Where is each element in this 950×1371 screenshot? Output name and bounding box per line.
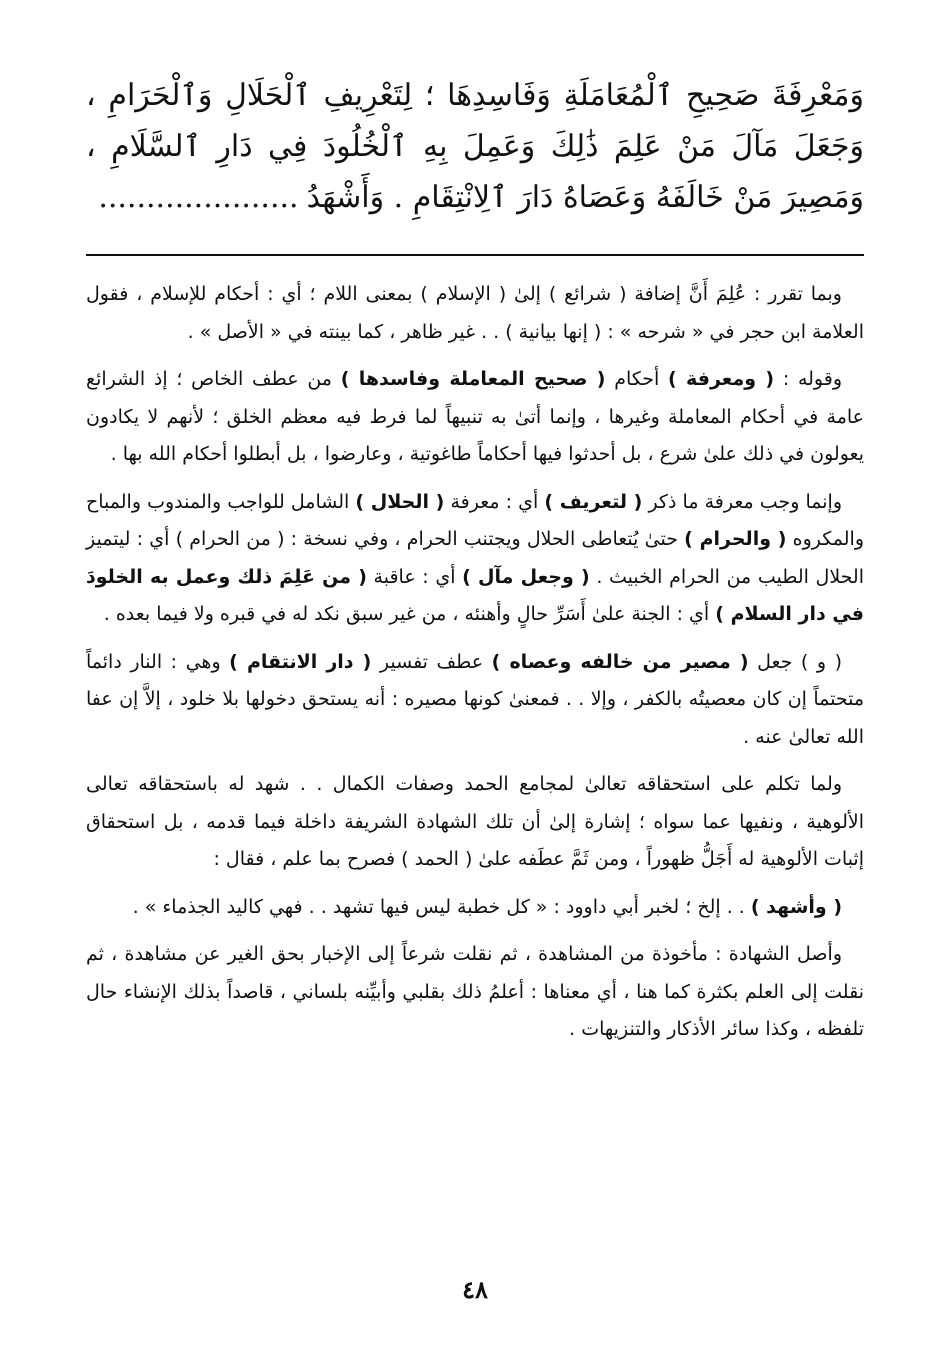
- matn-text: [86, 70, 864, 223]
- matn-block: [86, 70, 864, 223]
- separator-line: [86, 254, 864, 256]
- page-number: ٤٨: [462, 1275, 488, 1304]
- quoted-term: ( والحرام ): [684, 528, 787, 550]
- commentary-paragraph-7: وأصل الشهادة : مأخوذة من المشاهدة ، ثم نقلت شرعاً إلى الإخبار بحق الغير عن مشاهدة ، ثم نقلت إلى العلم بكثرة كما هنا ، أي معناها : أعلمُ ذلك بقلبي وأبيِّنه بلساني ، قاصداً بذلك الإنشاء حال تلفظه ، وكذا سائر الأذكار والتنزيهات .: [86, 943, 864, 1040]
- commentary-paragraph-3: وإنما وجب معرفة ما ذكر ( لتعريف ) أي : معرفة ( الحلال ) الشامل للواجب والمندوب والمباح والمكروه ( والحرام ) حتىٰ يُتعاطى الحلال ويجتنب الحرام ، وفي نسخة : ( من الحرام ) أي : ليتميز الحلال الطيب من الحرام الخبيث . ( وجعل مآل ) أي : عاقبة ( من عَلِمَ ذلك وعمل به الخلودَ في دار السلام ) أي : الجنة علىٰ أَسَرِّ حالٍ وأهنئه ، من غير سبق نكد له في قبره ولا فيما بعده .: [86, 490, 864, 625]
- matn-body: وَمَعْرِفَةَ صَحِيحِ ٱلْمُعَامَلَةِ وَفَاسِدِهَا ؛ لِتَعْرِيفِ ٱلْحَلَالِ وَٱلْحَرَامِ ، وَجَعَلَ مَآلَ مَنْ عَلِمَ ذَٰلِكَ وَعَمِلَ بِهِ ٱلْخُلُودَ فِي دَارِ ٱلسَّلَامِ ، وَمَصِيرَ مَنْ خَالَفَهُ وَعَصَاهُ دَارَ ٱلِانْتِقَامِ . وَأَشْهَدُ: [86, 78, 864, 215]
- quoted-term: ( لتعريف ): [544, 490, 643, 513]
- quoted-term: ( الحلال ): [355, 490, 445, 513]
- quoted-term: ( دار الانتقام ): [229, 650, 372, 673]
- commentary-paragraph-1: وبما تقرر : عُلِمَ أَنَّ إضافة ( شرائع ) إلىٰ ( الإسلام ) بمعنى اللام ؛ أي : أحكام للإسلام ، فقول العلامة ابن حجر في « شرحه » : ( إنها بيانية ) . . غير ظاهر ، كما بينته في « الأصل » .: [86, 283, 864, 343]
- matn-dots: .....................: [98, 180, 299, 215]
- quoted-term: ( صحيح المعاملة وفاسدها ): [340, 368, 606, 390]
- commentary-paragraph-4: ( و ) جعل ( مصير من خالفه وعصاه ) عطف تفسير ( دار الانتقام ) وهي : النار دائماً متحتماً إن كان معصيتُه بالكفر ، وإلا . . فمعنىٰ كونها مصيره : أنه يستحق دخولها بلا خلود ، إلاَّ إن عفا الله تعالىٰ عنه .: [86, 650, 864, 748]
- quoted-term: ( من عَلِمَ ذلك وعمل به الخلودَ في دار السلام ): [86, 565, 864, 625]
- quoted-term: ( وجعل مآل ): [462, 565, 590, 588]
- quoted-term: ( مصير من خالفه وعصاه ): [491, 650, 749, 673]
- commentary-paragraph-5: ولما تكلم على استحقاقه تعالىٰ لمجامع الحمد وصفات الكمال . . شهد له باستحقاقه تعالى الألوهية ، ونفيها عما سواه ؛ إشارة إلىٰ أن تلك الشهادة الشريفة داخلة فيما قدمه ، بل استحقاق إثبات الألوهية له أَجَلُّ ظهوراً ، ومن ثَمَّ عطَفه علىٰ ( الحمد ) فصرح بما علم ، فقال :: [86, 773, 864, 870]
- quoted-term: ( ومعرفة ): [668, 368, 775, 390]
- commentary-paragraph-6: ( وأشهد ) . . إلخ ؛ لخبر أبي داوود : « كل خطبة ليس فيها تشهد . . فهي كاليد الجذماء » .: [132, 895, 842, 918]
- quoted-term: ( وأشهد ): [750, 895, 842, 918]
- commentary-paragraph-2: وقوله : ( ومعرفة ) أحكام ( صحيح المعاملة وفاسدها ) من عطف الخاص ؛ إذ الشرائع عامة في أحكام المعاملة وغيرها ، وإنما أتىٰ به تنبيهاً لما فرط فيه معظم الخلق ؛ لأنهم لا يكادون يعولون في ذلك علىٰ شرع ، بل أحدثوا فيها أحكاماً طاغوتية ، وعارضوا ، بل أبطلوا أحكام الله بها .: [86, 368, 864, 465]
- commentary-block: [86, 276, 864, 1059]
